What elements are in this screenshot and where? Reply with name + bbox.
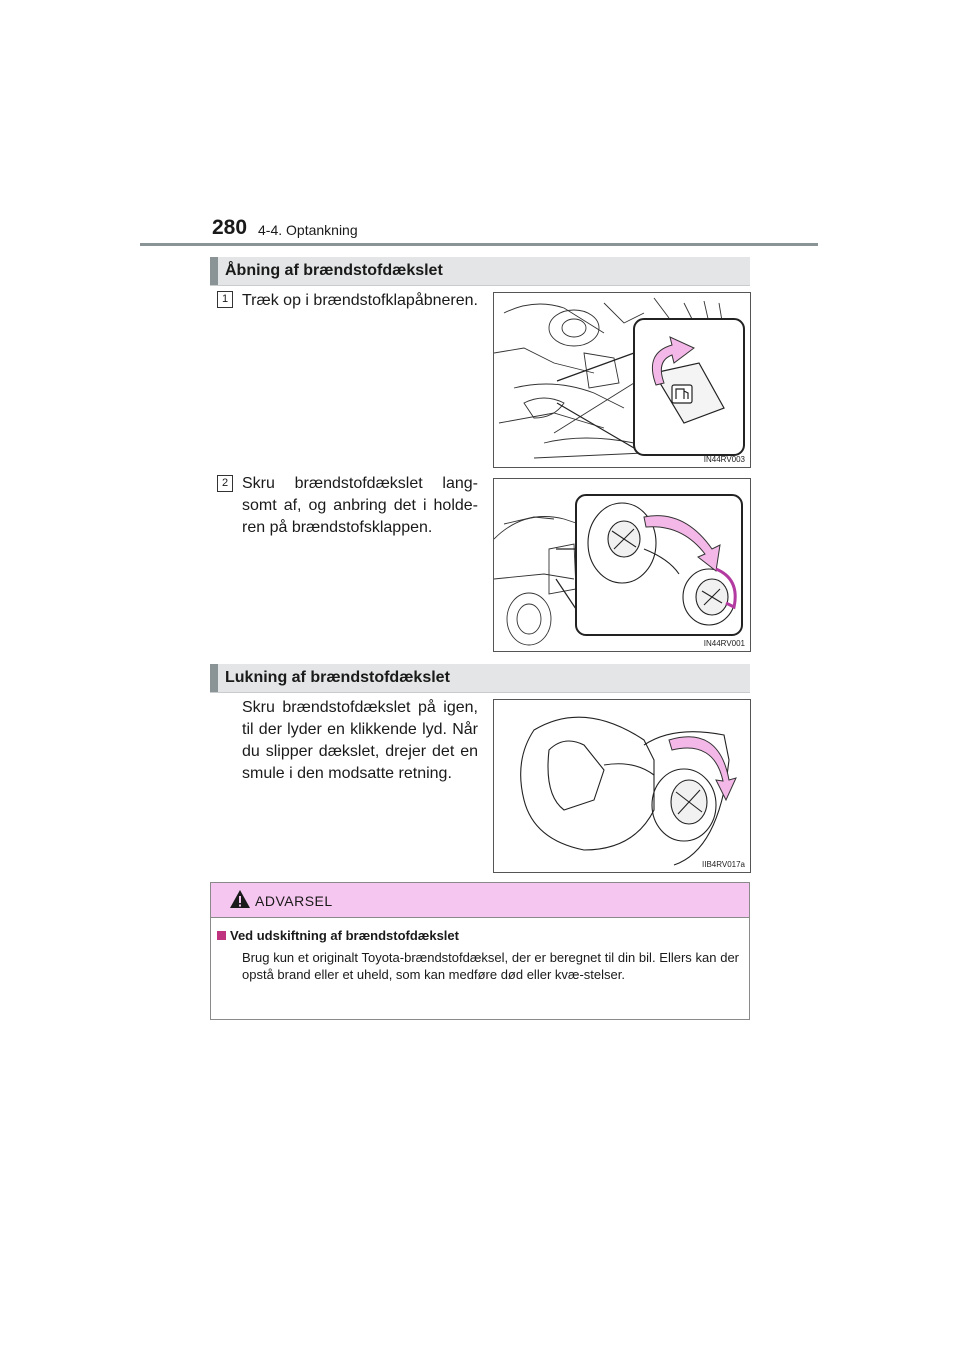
fuel-cap-removal-illustration bbox=[494, 479, 750, 651]
step-1-text: Træk op i brændstofklapåbneren. bbox=[242, 292, 478, 309]
figure-code: IIB4RV017a bbox=[702, 860, 745, 869]
warning-triangle-icon bbox=[229, 889, 251, 909]
section-bar-closing bbox=[210, 664, 750, 693]
section-tab bbox=[210, 257, 218, 285]
figure-remove-fuel-cap bbox=[493, 478, 751, 652]
warning-bullet-icon bbox=[217, 931, 226, 940]
cabin-floor-illustration bbox=[494, 293, 750, 467]
figure-fuel-door-opener bbox=[493, 292, 751, 468]
warning-header bbox=[211, 883, 749, 918]
fuel-cap-closing-illustration bbox=[494, 700, 750, 872]
header-rule bbox=[140, 243, 818, 246]
warning-box bbox=[210, 882, 750, 1020]
step-badge-1: 1 bbox=[217, 291, 233, 308]
warning-title: Ved udskiftning af brændstofdækslet bbox=[230, 928, 459, 943]
figure-code: IN44RV001 bbox=[703, 639, 745, 648]
section-label: 4-4. Optankning bbox=[258, 222, 358, 238]
figure-code: IN44RV003 bbox=[703, 455, 745, 464]
warning-label: ADVARSEL bbox=[255, 893, 333, 909]
section-bar-opening bbox=[210, 257, 750, 286]
section-title-opening: Åbning af brændstofdækslet bbox=[225, 262, 443, 279]
section-title-closing: Lukning af brændstofdækslet bbox=[225, 669, 450, 686]
figure-close-fuel-cap bbox=[493, 699, 751, 873]
step-2-text: Skru brændstofdækslet lang-somt af, og anbring det i holde-ren på brændstofsklappen. bbox=[242, 475, 478, 536]
page-number: 280 bbox=[212, 216, 248, 239]
step-badge-2: 2 bbox=[217, 475, 233, 492]
section-tab bbox=[210, 664, 218, 692]
warning-text: Brug kun et originalt Toyota-brændstofdæksel, der er beregnet til din bil. Ellers kan der opstå brand eller et uheld, som kan medføre død eller kvæ-stelser. bbox=[242, 950, 739, 982]
closing-text: Skru brændstofdækslet på igen, til der lyder en klikkende lyd. Når du slipper dækslet, drejer det en smule i den modsatte retning. bbox=[242, 699, 478, 782]
